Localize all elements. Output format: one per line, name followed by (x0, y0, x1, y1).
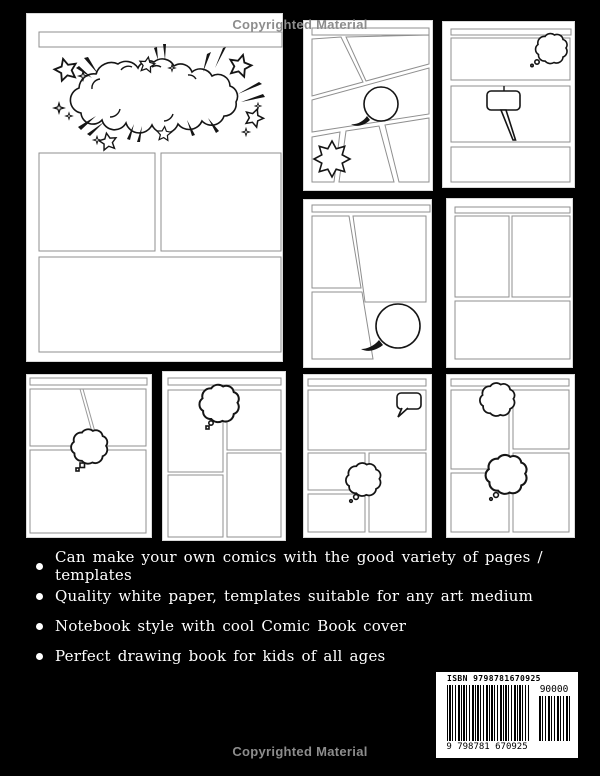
comic-panel (161, 153, 281, 251)
comic-template-rows-art (442, 21, 575, 188)
feature-text: Can make your own comics with the good variety of pages / templates (55, 548, 543, 584)
title-box (39, 32, 282, 47)
feature-list (30, 548, 582, 671)
comic-template-split-art (303, 199, 432, 368)
speech-bubble-box-icon (397, 393, 421, 409)
comic-template-mixed-art (303, 374, 432, 538)
watermark-top: Copyrighted Material (232, 17, 368, 32)
bullet-dot (36, 653, 43, 660)
comic-panel (513, 390, 569, 449)
comic-template-offset-grid-art (162, 371, 286, 541)
comic-panel (39, 257, 281, 352)
barcode-digits: 9 798781 670925 (446, 742, 528, 752)
comic-panel (227, 453, 281, 537)
comic-template-rows (442, 21, 575, 188)
thought-bubble-icon (199, 385, 238, 422)
feature-text: Notebook style with cool Comic Book cover (55, 617, 407, 635)
burst-bubble-icon (314, 141, 350, 177)
comic-panel (512, 216, 570, 297)
comic-template-large (26, 13, 283, 362)
comic-template-large-art (26, 13, 283, 362)
bullet-dot (36, 593, 43, 600)
comic-template-mixed (303, 374, 432, 538)
title-box (455, 207, 570, 213)
speech-bubble-box-icon (487, 91, 520, 110)
bullet-dot (36, 623, 43, 630)
comic-panel (455, 301, 570, 359)
feature-item (30, 581, 582, 611)
thought-bubble-icon (480, 383, 515, 416)
isbn-label: ISBN 9798781670925 (447, 674, 541, 683)
comic-template-two-rows (26, 374, 152, 538)
comic-template-grid-art (446, 198, 573, 368)
title-box (451, 379, 569, 386)
feature-text: Quality white paper, templates suitable for any art medium (55, 587, 534, 605)
title-box (308, 379, 426, 386)
title-box (312, 205, 430, 212)
bullet-dot (36, 563, 43, 570)
comic-panel (369, 453, 426, 532)
comic-panel (353, 216, 426, 302)
explosion-cloud-art (52, 44, 265, 151)
comic-panel (455, 216, 509, 297)
comic-panel (39, 153, 155, 251)
comic-template-two-rows-art (26, 374, 152, 538)
speech-bubble-circle-icon (364, 87, 398, 121)
comic-template-grid (446, 198, 573, 368)
thought-bubble-icon (536, 34, 567, 64)
comic-template-diagonal-art (303, 20, 433, 191)
feature-item (30, 548, 582, 584)
speech-bubble-circle-icon (376, 304, 420, 348)
thought-bubble-icon (486, 455, 527, 494)
title-box (168, 378, 281, 385)
comic-template-clouds (446, 374, 575, 538)
comic-template-clouds-art (446, 374, 575, 538)
barcode-addon-bars (539, 696, 571, 741)
feature-text: Perfect drawing book for kids of all ages (55, 647, 386, 665)
watermark-bottom: Copyrighted Material (232, 744, 368, 759)
comic-panel (312, 216, 361, 288)
comic-panel (451, 147, 570, 182)
barcode-price-code: 90000 (539, 684, 569, 695)
thought-bubble-icon (71, 429, 107, 463)
feature-item (30, 641, 582, 671)
comic-template-diagonal (303, 20, 433, 191)
comic-panel (168, 475, 223, 537)
comic-panel (339, 126, 394, 182)
comic-template-offset-grid (162, 371, 286, 541)
feature-item (30, 611, 582, 641)
comic-template-split (303, 199, 432, 368)
title-box (30, 378, 147, 385)
thought-bubble-icon (346, 463, 381, 496)
barcode-bars (447, 685, 529, 741)
